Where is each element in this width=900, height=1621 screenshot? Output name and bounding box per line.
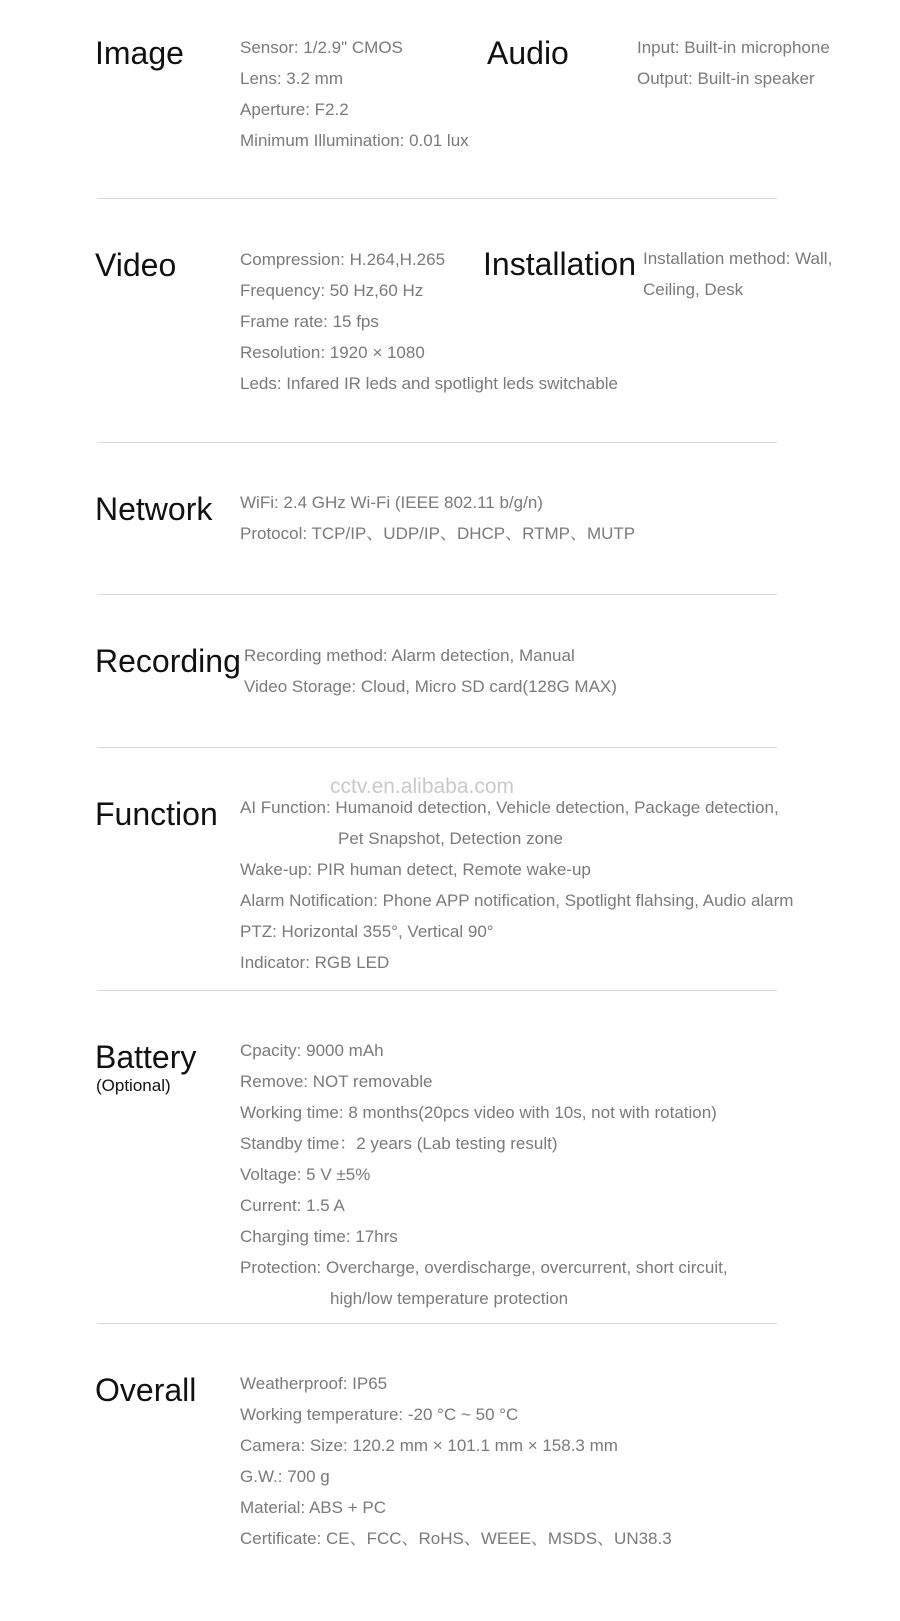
spec-line: Recording method: Alarm detection, Manual: [244, 646, 575, 665]
section-subheading-battery: (Optional): [96, 1076, 171, 1095]
section-heading-function: Function: [95, 796, 218, 832]
spec-line: Wake-up: PIR human detect, Remote wake-up: [240, 860, 591, 879]
spec-list-function: [240, 792, 793, 978]
spec-list-overall: [240, 1368, 672, 1554]
spec-list-installation: [643, 243, 832, 305]
spec-line: Installation method: Wall,: [643, 249, 833, 268]
spec-line: Working temperature: -20 °C ~ 50 °C: [240, 1405, 519, 1424]
section-heading-audio: Audio: [487, 35, 569, 71]
section-divider: [97, 1323, 777, 1324]
spec-list-battery: [240, 1035, 728, 1314]
spec-line: Charging time: 17hrs: [240, 1227, 398, 1246]
spec-line: Video Storage: Cloud, Micro SD card(128G MAX): [244, 677, 617, 696]
section-divider: [97, 747, 777, 748]
spec-line: Working time: 8 months(20pcs video with 10s, not with rotation): [240, 1103, 717, 1122]
spec-line: Sensor: 1/2.9" CMOS: [240, 38, 403, 57]
spec-line-continuation: high/low temperature protection: [330, 1289, 569, 1308]
spec-line: Ceiling, Desk: [643, 280, 744, 299]
spec-line: Protection: Overcharge, overdischarge, overcurrent, short circuit,: [240, 1258, 728, 1277]
section-heading-video: Video: [95, 247, 177, 283]
section-heading-image: Image: [95, 35, 184, 71]
spec-line: Cpacity: 9000 mAh: [240, 1041, 384, 1060]
spec-line: Material: ABS + PC: [240, 1498, 386, 1517]
spec-line: Remove: NOT removable: [240, 1072, 433, 1091]
section-heading-recording: Recording: [95, 643, 241, 679]
spec-list-image: [240, 32, 469, 156]
spec-list-audio: [637, 32, 830, 94]
spec-line: WiFi: 2.4 GHz Wi-Fi (IEEE 802.11 b/g/n): [240, 493, 543, 512]
section-heading-overall: Overall: [95, 1372, 197, 1408]
spec-line: Leds: Infared IR leds and spotlight leds switchable: [240, 374, 619, 393]
spec-line: Current: 1.5 A: [240, 1196, 345, 1215]
section-divider: [97, 594, 777, 595]
spec-line: Compression: H.264,H.265: [240, 250, 446, 269]
spec-line: Input: Built-in microphone: [637, 38, 830, 57]
section-heading-battery: Battery: [95, 1039, 197, 1075]
spec-line: Certificate: CE、FCC、RoHS、WEEE、MSDS、UN38.3: [240, 1529, 672, 1548]
spec-line: Alarm Notification: Phone APP notification, Spotlight flahsing, Audio alarm: [240, 891, 794, 910]
spec-line: Camera: Size: 120.2 mm × 101.1 mm × 158.3 mm: [240, 1436, 618, 1455]
spec-line: AI Function: Humanoid detection, Vehicle detection, Package detection,: [240, 798, 779, 817]
spec-line: PTZ: Horizontal 355°, Vertical 90°: [240, 922, 494, 941]
spec-line: Protocol: TCP/IP、UDP/IP、DHCP、RTMP、MUTP: [240, 524, 636, 543]
spec-line: Frame rate: 15 fps: [240, 312, 379, 331]
spec-list-network: [240, 487, 635, 549]
spec-line: G.W.: 700 g: [240, 1467, 330, 1486]
section-divider: [97, 198, 777, 199]
spec-line: Resolution: 1920 × 1080: [240, 343, 425, 362]
watermark: cctv.en.alibaba.com: [330, 775, 515, 798]
spec-line: Voltage: 5 V ±5%: [240, 1165, 371, 1184]
spec-line: Output: Built-in speaker: [637, 69, 815, 88]
section-heading-installation: Installation: [483, 246, 636, 282]
spec-line: Weatherproof: IP65: [240, 1374, 388, 1393]
section-heading-network: Network: [95, 491, 213, 527]
spec-line: Indicator: RGB LED: [240, 953, 390, 972]
spec-line: Frequency: 50 Hz,60 Hz: [240, 281, 424, 300]
spec-line: Standby time：2 years (Lab testing result): [240, 1134, 558, 1153]
section-divider: [97, 990, 777, 991]
spec-line: Lens: 3.2 mm: [240, 69, 343, 88]
spec-line: Aperture: F2.2: [240, 100, 349, 119]
spec-list-recording: [244, 640, 617, 702]
spec-line-continuation: Pet Snapshot, Detection zone: [338, 829, 563, 848]
section-divider: [97, 442, 777, 443]
spec-line: Minimum Illumination: 0.01 lux: [240, 131, 469, 150]
